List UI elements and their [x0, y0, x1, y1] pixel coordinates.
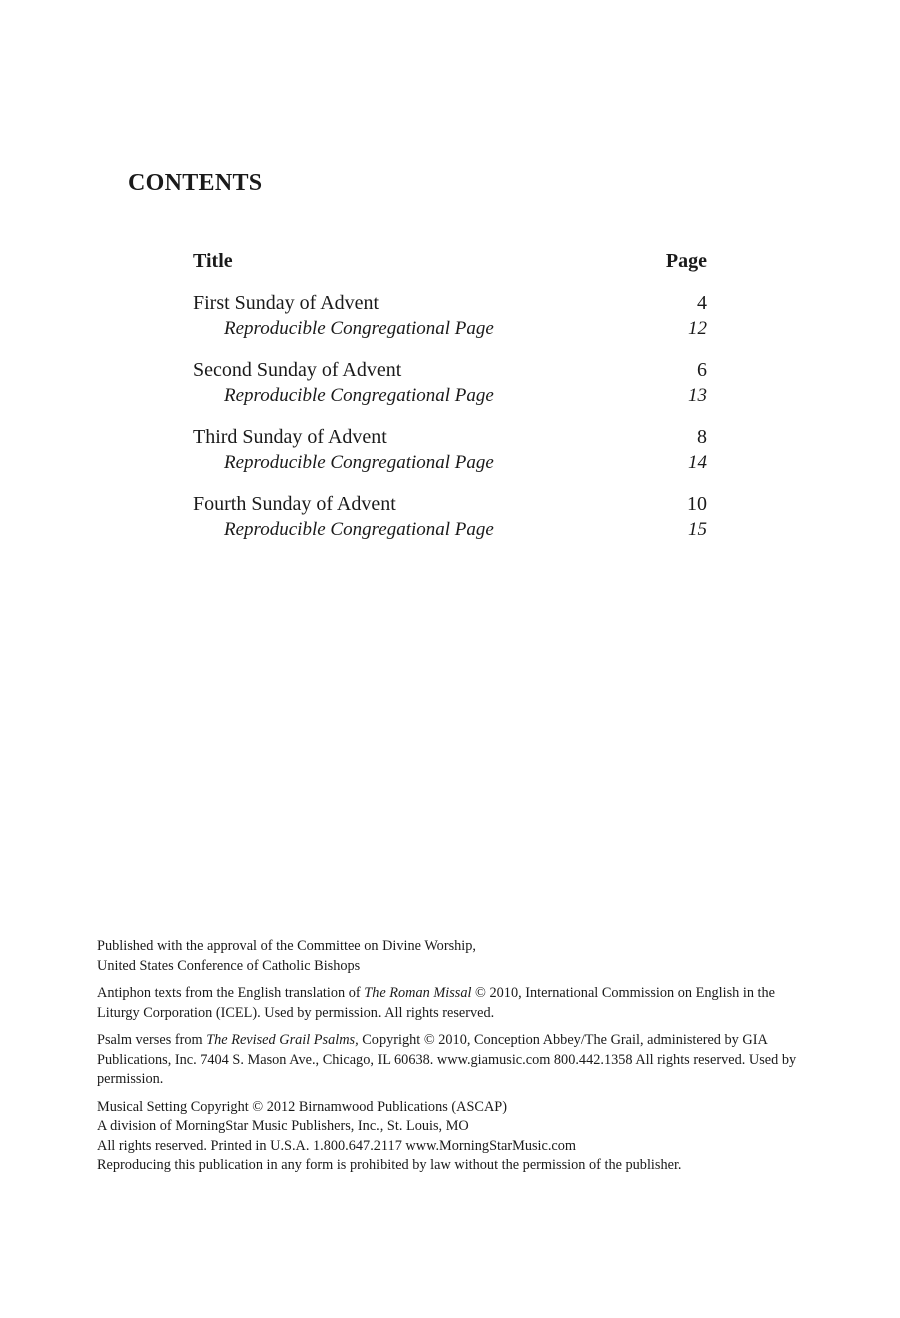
entry-page: 4 [697, 292, 707, 314]
entry-title: First Sunday of Advent [193, 292, 380, 314]
publisher-line-4: Reproducing this publication in any form is prohibited by law without the permission of the publisher. [97, 1157, 682, 1173]
entry-subtitle: Reproducible Congregational Page [224, 318, 494, 339]
table-of-contents [193, 246, 707, 543]
grail-psalms-title: The Revised Grail Psalms, [206, 1032, 359, 1048]
entry-title: Second Sunday of Advent [193, 359, 402, 381]
toc-subrow [193, 450, 707, 476]
psalm-notice [97, 1031, 812, 1090]
toc-header [193, 246, 707, 276]
entry-subpage: 12 [688, 318, 707, 339]
toc-subrow [193, 517, 707, 543]
publisher-line-1: Musical Setting Copyright © 2012 Birnamwood Publications (ASCAP) [97, 1098, 507, 1115]
psalm-text-b: Copyright © 2010, Conception Abbey/The Grail, administered by GIA Publications, Inc. 7404 S. Mason Ave., Chicago, IL 60638. www.giamusic.com 800.442.1358 All rights reserved. Used by permission. [97, 1032, 797, 1087]
toc-entry [193, 491, 707, 543]
approval-line-2: United States Conference of Catholic Bishops [97, 957, 361, 974]
entry-title: Third Sunday of Advent [193, 426, 387, 448]
antiphon-notice [97, 984, 812, 1023]
page-title: CONTENTS [128, 170, 263, 196]
toc-row [193, 491, 707, 517]
entry-page: 8 [697, 426, 707, 448]
antiphon-text-b: © 2010, International Commission on English in the Liturgy Corporation (ICEL). Used by permission. All rights reserved. [97, 985, 776, 1021]
publisher-line-3: All rights reserved. Printed in U.S.A. 1.800.647.2117 www.MorningStarMusic.com [97, 1137, 577, 1154]
toc-subrow [193, 383, 707, 409]
toc-row [193, 424, 707, 450]
psalm-text-a: Psalm verses from [97, 1032, 207, 1048]
entry-subpage: 15 [688, 519, 707, 540]
entry-subtitle: Reproducible Congregational Page [224, 385, 494, 406]
title-column-header: Title [193, 250, 233, 272]
entry-subtitle: Reproducible Congregational Page [224, 519, 494, 540]
page-column-header: Page [665, 250, 707, 272]
entry-subpage: 14 [688, 452, 707, 473]
entry-subpage: 13 [688, 385, 707, 406]
publisher-notice [97, 1098, 812, 1176]
toc-entry [193, 290, 707, 342]
entry-title: Fourth Sunday of Advent [193, 493, 396, 515]
approval-line-1: Published with the approval of the Committee on Divine Worship, [97, 938, 476, 954]
antiphon-text-a: Antiphon texts from the English translation of [97, 985, 365, 1001]
publisher-line-2: A division of MorningStar Music Publishers, Inc., St. Louis, MO [97, 1118, 469, 1134]
toc-row [193, 290, 707, 316]
toc-row [193, 357, 707, 383]
toc-entry [193, 357, 707, 409]
toc-entry [193, 424, 707, 476]
copyright-footer [97, 937, 812, 1184]
toc-subrow [193, 316, 707, 342]
entry-page: 6 [697, 359, 707, 381]
roman-missal-title: The Roman Missal [364, 985, 472, 1001]
approval-notice [97, 937, 812, 976]
entry-subtitle: Reproducible Congregational Page [224, 452, 494, 473]
entry-page: 10 [687, 493, 707, 515]
